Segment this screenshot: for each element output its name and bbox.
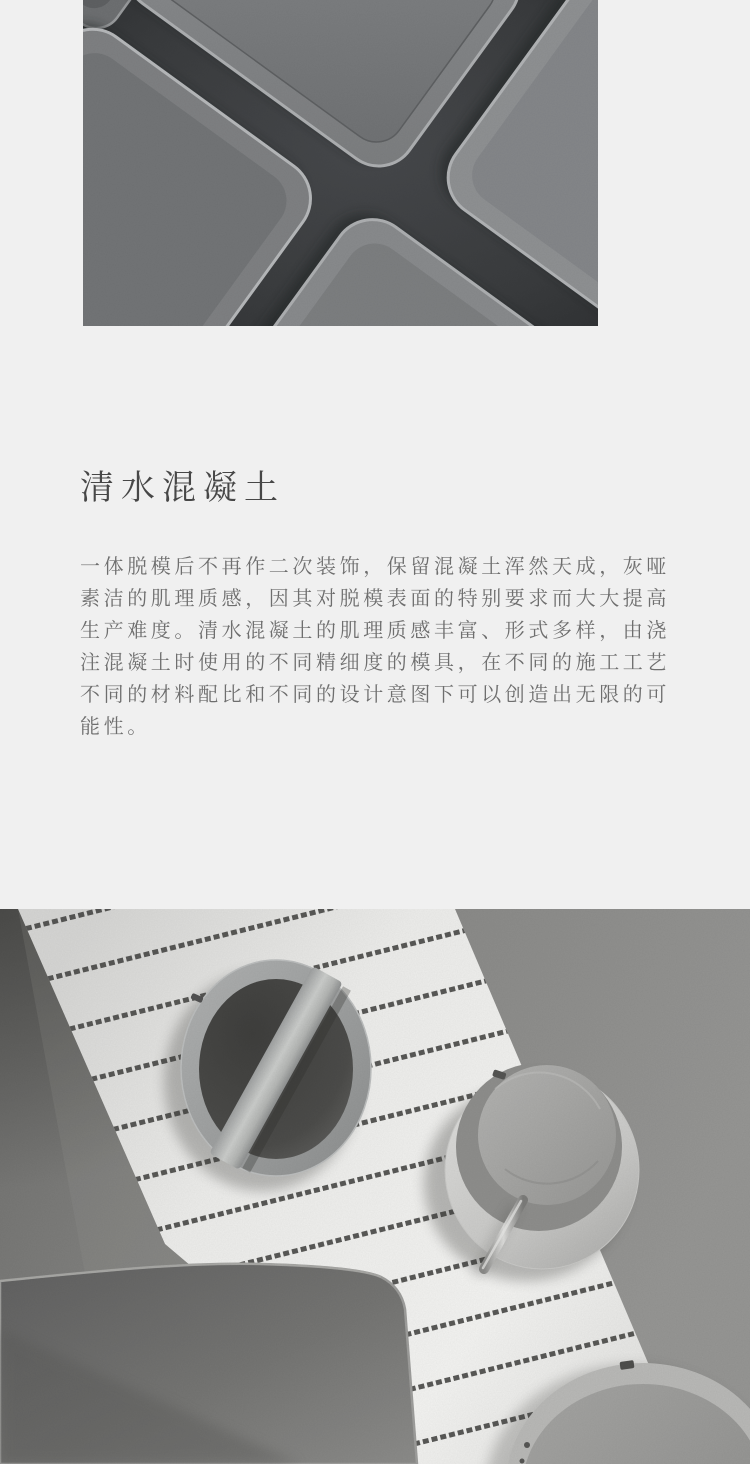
section-title: 清水混凝土	[80, 468, 285, 508]
desk-accessories-photo	[0, 909, 750, 1464]
paragraph-line: 生产难度。清水混凝土的肌理质感丰富、形式多样，由浇	[80, 618, 670, 642]
section-paragraph	[80, 550, 700, 742]
paragraph-line: 一体脱模后不再作二次装饰，保留混凝土浑然天成，灰哑	[80, 554, 670, 578]
paragraph-line: 不同的材料配比和不同的设计意图下可以创造出无限的可	[80, 682, 670, 706]
accessories-illustration	[0, 909, 750, 1464]
paragraph-line: 能性。	[80, 714, 151, 738]
concrete-trays-photo	[83, 0, 598, 326]
trays-illustration	[83, 0, 598, 326]
film-grain	[83, 0, 598, 326]
paragraph-line: 素洁的肌理质感，因其对脱模表面的特别要求而大大提高	[80, 586, 670, 610]
film-grain	[0, 909, 750, 1464]
paragraph-line: 注混凝土时使用的不同精细度的模具，在不同的施工工艺	[80, 650, 670, 674]
